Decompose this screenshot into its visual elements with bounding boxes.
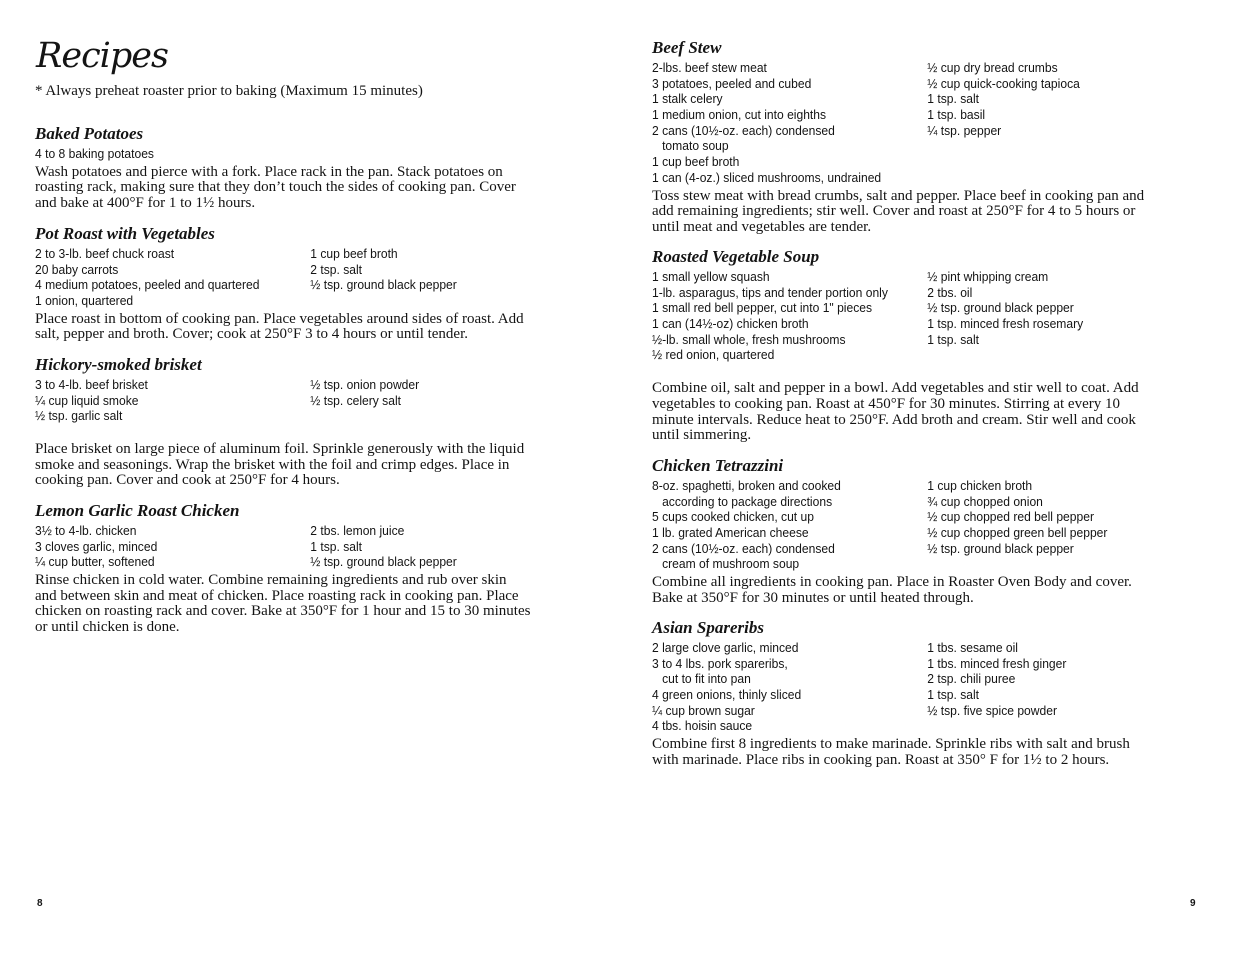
recipe-beef-stew bbox=[652, 37, 1200, 236]
recipe-roasted-vegetable-soup bbox=[652, 246, 1200, 444]
ingredient-item: cream of mushroom soup bbox=[652, 556, 800, 572]
ingredient-item: 8-oz. spaghetti, broken and cooked bbox=[652, 478, 841, 493]
preheat-note: * Always preheat roaster prior to baking (Maximum 15 minutes) bbox=[35, 83, 423, 99]
ingredient-item: ¼ cup liquid smoke bbox=[35, 392, 139, 408]
ingredient-item: 4 to 8 baking potatoes bbox=[35, 146, 154, 161]
ingredient-item: 1 tbs. sesame oil bbox=[927, 640, 1018, 655]
ingredient-list-b bbox=[927, 269, 1083, 363]
ingredient-item: 4 green onions, thinly sliced bbox=[652, 687, 802, 703]
ingredient-item: 1 tsp. salt bbox=[927, 331, 980, 347]
ingredient-list-b bbox=[927, 478, 1107, 572]
ingredient-item: ½ red onion, quartered bbox=[652, 347, 775, 363]
recipe-directions: Rinse chicken in cold water. Combine remaining ingredients and rub over skin and between skin and meat of chicken. Place roasting rack in cooking pan. Place chicken on roasting rack and cover. Bake at 350°F for 1 hour and 15 to 30 minutes or until chicken is done. bbox=[35, 572, 531, 636]
ingredients bbox=[652, 60, 1200, 186]
ingredient-item: 5 cups cooked chicken, cut up bbox=[652, 509, 814, 525]
recipe-chicken-tetrazzini bbox=[652, 455, 1200, 607]
ingredients bbox=[35, 146, 590, 162]
ingredient-item: 2 tsp. salt bbox=[310, 261, 363, 277]
ingredient-list-a bbox=[35, 246, 310, 309]
recipe-directions: Combine first 8 ingredients to make marinade. Sprinkle ribs with salt and brush with marinade. Place ribs in cooking pan. Roast at 350° F for 1½ to 2 hours. bbox=[652, 736, 1130, 768]
ingredient-item: ½ cup quick-cooking tapioca bbox=[927, 75, 1080, 91]
ingredient-item: ½ tsp. ground black pepper bbox=[927, 300, 1074, 316]
ingredient-item: 1 stalk celery bbox=[652, 91, 723, 107]
recipe-lemon-garlic-roast-chicken bbox=[35, 500, 590, 636]
ingredients bbox=[652, 640, 1200, 734]
page-title: Recipes bbox=[36, 36, 168, 76]
ingredient-list-a bbox=[652, 269, 927, 363]
ingredient-item: ½ tsp. celery salt bbox=[310, 392, 401, 408]
recipe-directions: Toss stew meat with bread crumbs, salt and pepper. Place beef in cooking pan and add remaining ingredients; stir well. Cover and roast at 250°F for 4 to 5 hours or until meat and vegetables are tender. bbox=[652, 187, 1145, 235]
ingredient-item: 1-lb. asparagus, tips and tender portion only bbox=[652, 284, 888, 300]
ingredient-list-a bbox=[652, 640, 927, 734]
page-number-left: 8 bbox=[37, 898, 43, 909]
ingredient-list-a bbox=[35, 146, 310, 162]
ingredient-item: ½ cup chopped red bell pepper bbox=[927, 509, 1094, 525]
ingredient-item: 1 lb. grated American cheese bbox=[652, 525, 809, 541]
ingredients bbox=[652, 478, 1200, 572]
ingredient-item: ½ tsp. garlic salt bbox=[35, 408, 123, 424]
ingredient-item: 1 cup beef broth bbox=[310, 246, 398, 261]
ingredient-item: ¼ cup butter, softened bbox=[35, 554, 155, 570]
ingredient-item: 1 tsp. basil bbox=[927, 107, 986, 123]
ingredient-item: ¾ cup chopped onion bbox=[927, 493, 1043, 509]
ingredient-item: 1 tsp. minced fresh rosemary bbox=[927, 316, 1084, 332]
spacer bbox=[35, 424, 590, 439]
spacer bbox=[652, 363, 1200, 378]
ingredient-list-b bbox=[927, 640, 1066, 734]
ingredient-item: ½ tsp. ground black pepper bbox=[310, 277, 457, 293]
recipe-title: Baked Potatoes bbox=[35, 124, 144, 143]
ingredient-item: ¼ cup brown sugar bbox=[652, 702, 755, 718]
ingredient-item: 1 can (4-oz.) sliced mushrooms, undrained bbox=[652, 169, 882, 185]
recipe-title: Hickory-smoked brisket bbox=[35, 355, 202, 374]
ingredient-list-b bbox=[310, 246, 457, 309]
ingredient-item: according to package directions bbox=[652, 493, 833, 509]
ingredient-item: ½ tsp. ground black pepper bbox=[927, 540, 1074, 556]
page-number-right: 9 bbox=[1190, 898, 1196, 909]
ingredient-item: ½ tsp. ground black pepper bbox=[310, 554, 457, 570]
ingredients bbox=[35, 246, 590, 309]
ingredient-item: 1 tsp. salt bbox=[927, 91, 980, 107]
recipe-directions: Combine all ingredients in cooking pan. Place in Roaster Oven Body and cover. Bake at 350°F for 30 minutes or until heated through. bbox=[652, 574, 1132, 606]
recipe-directions: Combine oil, salt and pepper in a bowl. Add vegetables and stir well to coat. Add vegetables to cooking pan. Roast at 450°F for 30 minutes. Stirring at every 10 minute intervals. Reduce heat to 250°F. Add broth and cream. Stir well and cook until simmering. bbox=[652, 380, 1139, 444]
ingredient-item: ½ cup chopped green bell pepper bbox=[927, 525, 1108, 541]
ingredient-item: 1 small red bell pepper, cut into 1" pieces bbox=[652, 300, 873, 316]
ingredient-item: 2-lbs. beef stew meat bbox=[652, 60, 767, 75]
ingredient-item: 4 medium potatoes, peeled and quartered bbox=[35, 277, 260, 293]
ingredient-list-b bbox=[310, 377, 419, 424]
ingredient-item: ½ pint whipping cream bbox=[927, 269, 1049, 284]
ingredient-item: 2 tbs. lemon juice bbox=[310, 523, 405, 538]
ingredient-item: 1 small yellow squash bbox=[652, 269, 770, 284]
ingredients bbox=[652, 269, 1200, 363]
recipe-title: Pot Roast with Vegetables bbox=[35, 224, 215, 243]
ingredient-item: 1 cup chicken broth bbox=[927, 478, 1033, 493]
recipe-directions: Place brisket on large piece of aluminum foil. Sprinkle generously with the liquid smoke and seasonings. Wrap the brisket with the foil and crimp edges. Place in cooking pan. Cover and cook at 250°F for 4 hours. bbox=[35, 441, 525, 489]
ingredients bbox=[35, 523, 590, 570]
ingredient-item: ½-lb. small whole, fresh mushrooms bbox=[652, 331, 846, 347]
ingredient-item: ½ tsp. onion powder bbox=[310, 377, 420, 392]
ingredient-item: 1 onion, quartered bbox=[35, 293, 134, 309]
ingredient-item: 3 to 4 lbs. pork spareribs, bbox=[652, 655, 788, 671]
ingredient-item: 1 cup beef broth bbox=[652, 154, 740, 170]
ingredient-item: 1 can (14½-oz) chicken broth bbox=[652, 316, 809, 332]
ingredient-item: 1 tsp. salt bbox=[927, 687, 980, 703]
ingredient-list-b bbox=[927, 60, 1080, 186]
ingredients bbox=[35, 377, 590, 424]
recipe-directions: Wash potatoes and pierce with a fork. Place rack in the pan. Stack potatoes on roasting rack, making sure that they don’t touch the sides of cooking pan. Cover and bake at 400°F for 1 to 1½ hours. bbox=[35, 163, 516, 212]
ingredient-item: 3 to 4-lb. beef brisket bbox=[35, 377, 148, 392]
ingredient-list-a bbox=[652, 60, 927, 186]
ingredient-item: 2 cans (10½-oz. each) condensed bbox=[652, 122, 835, 138]
ingredient-item: 2 cans (10½-oz. each) condensed bbox=[652, 540, 835, 556]
recipe-asian-spareribs bbox=[652, 617, 1200, 769]
ingredient-item: 3 cloves garlic, minced bbox=[35, 538, 158, 554]
ingredient-item: 2 tbs. oil bbox=[927, 284, 973, 300]
recipe-title: Beef Stew bbox=[652, 38, 722, 57]
ingredient-item: ½ tsp. five spice powder bbox=[927, 702, 1057, 718]
ingredient-item: ¼ tsp. pepper bbox=[927, 122, 1002, 138]
ingredient-item: 1 medium onion, cut into eighths bbox=[652, 107, 827, 123]
ingredient-item: tomato soup bbox=[652, 138, 729, 154]
ingredient-item: 1 tbs. minced fresh ginger bbox=[927, 655, 1067, 671]
ingredient-item: ½ cup dry bread crumbs bbox=[927, 60, 1058, 75]
recipe-pot-roast-with-vegetables bbox=[35, 223, 590, 343]
ingredient-list-a bbox=[35, 523, 310, 570]
ingredient-item: 4 tbs. hoisin sauce bbox=[652, 718, 753, 734]
recipe-hickory-smoked-brisket bbox=[35, 354, 590, 489]
ingredient-item: 2 tsp. chili puree bbox=[927, 671, 1016, 687]
ingredient-list-a bbox=[35, 377, 310, 424]
recipe-baked-potatoes bbox=[35, 123, 590, 212]
ingredient-item: 3 potatoes, peeled and cubed bbox=[652, 75, 812, 91]
recipe-title: Lemon Garlic Roast Chicken bbox=[35, 501, 240, 520]
ingredient-item: 2 large clove garlic, minced bbox=[652, 640, 799, 655]
ingredient-list-a bbox=[652, 478, 927, 572]
ingredient-item: 1 tsp. salt bbox=[310, 538, 363, 554]
ingredient-item: cut to fit into pan bbox=[652, 671, 751, 687]
ingredient-item: 2 to 3-lb. beef chuck roast bbox=[35, 246, 175, 261]
recipe-title: Asian Spareribs bbox=[652, 618, 764, 637]
recipe-title: Chicken Tetrazzini bbox=[652, 456, 784, 475]
ingredient-item: 20 baby carrots bbox=[35, 261, 119, 277]
ingredient-item: 3½ to 4-lb. chicken bbox=[35, 523, 137, 538]
recipe-directions: Place roast in bottom of cooking pan. Place vegetables around sides of roast. Add salt, pepper and broth. Cover; cook at 250°F 3 to 4 hours or until tender. bbox=[35, 310, 524, 343]
recipe-title: Roasted Vegetable Soup bbox=[652, 247, 820, 266]
ingredient-list-b bbox=[310, 523, 457, 570]
